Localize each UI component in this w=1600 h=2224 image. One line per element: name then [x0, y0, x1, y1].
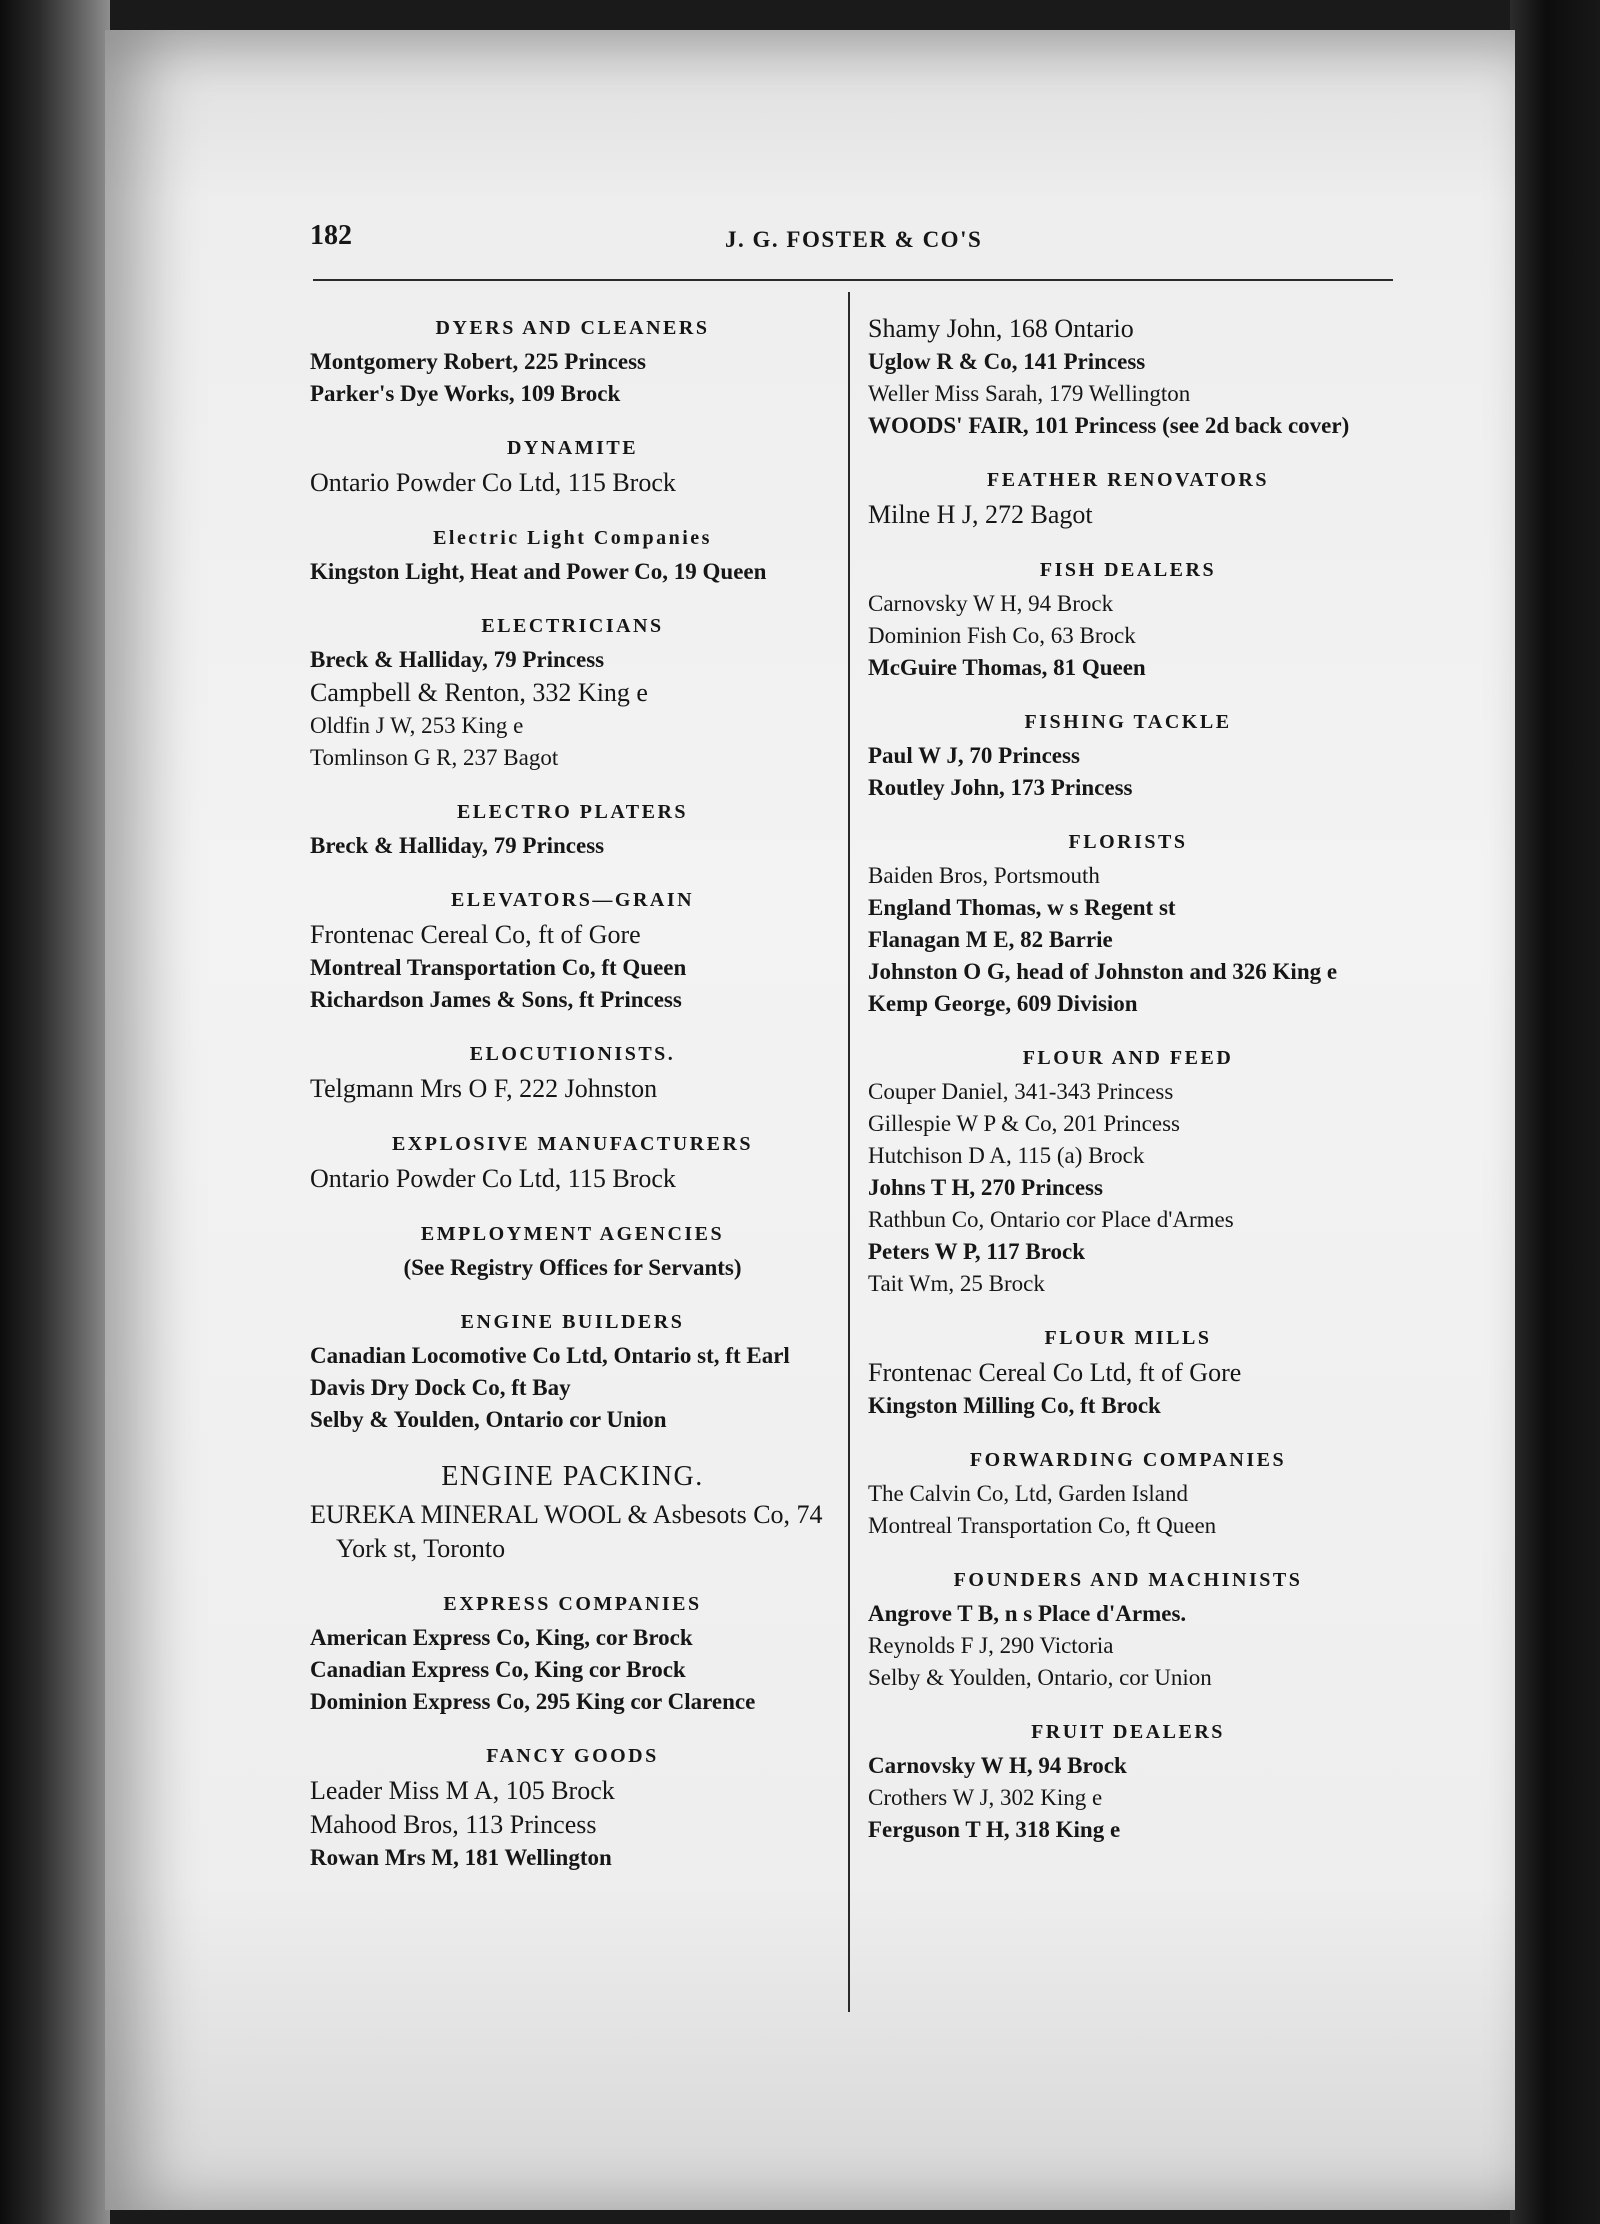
directory-entry: The Calvin Co, Ltd, Garden Island [868, 1481, 1189, 1506]
directory-section [310, 1128, 835, 1196]
directory-section [310, 884, 835, 1016]
directory-entry: Frontenac Cereal Co, ft of Gore [310, 920, 641, 949]
directory-section [310, 1458, 835, 1566]
directory-section [310, 1218, 835, 1284]
directory-entry: Rowan Mrs M, 181 Wellington [310, 1845, 612, 1870]
directory-section [310, 1588, 835, 1718]
directory-entry: Tait Wm, 25 Brock [868, 1271, 1045, 1296]
directory-entry: Angrove T B, n s Place d'Armes. [868, 1601, 1187, 1626]
directory-entry: Johnston O G, head of Johnston and 326 King e [868, 959, 1338, 984]
section-heading: ELECTRICIANS [481, 615, 664, 637]
directory-entry: Tomlinson G R, 237 Bagot [310, 745, 559, 770]
section-heading: FEATHER RENOVATORS [987, 469, 1269, 491]
section-heading: FORWARDING COMPANIES [969, 1449, 1287, 1471]
directory-entry: Selby & Youlden, Ontario, cor Union [868, 1665, 1212, 1690]
directory-entry: Routley John, 173 Princess [868, 775, 1133, 800]
section-heading: FLORISTS [1068, 831, 1188, 853]
directory-entry: Kingston Milling Co, ft Brock [868, 1393, 1161, 1418]
directory-entry: Ferguson T H, 318 King e [868, 1817, 1121, 1842]
directory-entry: Peters W P, 117 Brock [868, 1239, 1086, 1264]
book-binding-shadow [0, 0, 110, 2224]
directory-section [868, 312, 1388, 442]
directory-entry: Breck & Halliday, 79 Princess [310, 647, 605, 672]
directory-entry: Johns T H, 270 Princess [868, 1175, 1103, 1200]
directory-entry: Kemp George, 609 Division [868, 991, 1138, 1016]
directory-entry: Ontario Powder Co Ltd, 115 Brock [310, 1164, 676, 1193]
directory-entry: Carnovsky W H, 94 Brock [868, 591, 1114, 616]
directory-section [310, 312, 835, 410]
directory-entry: Mahood Bros, 113 Princess [310, 1810, 597, 1839]
directory-section [868, 1564, 1388, 1694]
column-divider [848, 292, 850, 2012]
section-heading: FANCY GOODS [486, 1745, 659, 1767]
directory-section [868, 826, 1388, 1020]
section-heading: ENGINE PACKING. [441, 1461, 704, 1492]
directory-entry: Carnovsky W H, 94 Brock [868, 1753, 1127, 1778]
page-header [105, 30, 1515, 310]
directory-entry: Davis Dry Dock Co, ft Bay [310, 1375, 571, 1400]
directory-section [868, 1322, 1388, 1422]
directory-entry: Milne H J, 272 Bagot [868, 500, 1093, 529]
directory-entry: EUREKA MINERAL WOOL & Asbesots Co, 74 York st, Toronto [310, 1500, 823, 1563]
right-column [868, 312, 1388, 1868]
directory-section [310, 796, 835, 862]
directory-page [105, 30, 1515, 2210]
directory-entry: Uglow R & Co, 141 Princess [868, 349, 1146, 374]
directory-entry: Parker's Dye Works, 109 Brock [310, 381, 621, 406]
section-heading: FLOUR AND FEED [1022, 1047, 1234, 1069]
directory-section [310, 1306, 835, 1436]
section-heading: FISHING TACKLE [1024, 711, 1232, 733]
directory-section [310, 1740, 835, 1874]
directory-entry: (See Registry Offices for Servants) [403, 1255, 742, 1280]
section-heading: ELECTRO PLATERS [456, 801, 689, 823]
directory-entry: Kingston Light, Heat and Power Co, 19 Queen [310, 559, 767, 584]
directory-entry: Ontario Powder Co Ltd, 115 Brock [310, 468, 676, 497]
directory-entry: Baiden Bros, Portsmouth [868, 863, 1100, 888]
facing-page-edge [1510, 0, 1600, 2224]
directory-entry: England Thomas, w s Regent st [868, 895, 1176, 920]
directory-section [868, 1042, 1388, 1300]
section-heading: EMPLOYMENT AGENCIES [420, 1223, 725, 1245]
directory-section [868, 1444, 1388, 1542]
directory-entry: Montreal Transportation Co, ft Queen [310, 955, 687, 980]
directory-entry: Hutchison D A, 115 (a) Brock [868, 1143, 1145, 1168]
directory-entry: Canadian Express Co, King cor Brock [310, 1657, 686, 1682]
directory-entry: Flanagan M E, 82 Barrie [868, 927, 1113, 952]
directory-entry: Richardson James & Sons, ft Princess [310, 987, 682, 1012]
directory-entry: Canadian Locomotive Co Ltd, Ontario st, ft Earl [310, 1343, 790, 1368]
directory-section [310, 610, 835, 774]
directory-section [868, 464, 1388, 532]
directory-entry: Rathbun Co, Ontario cor Place d'Armes [868, 1207, 1234, 1232]
section-heading: EXPRESS COMPANIES [443, 1593, 702, 1615]
section-heading: ELOCUTIONISTS. [469, 1043, 676, 1065]
directory-entry: Frontenac Cereal Co Ltd, ft of Gore [868, 1358, 1242, 1387]
section-heading: FOUNDERS AND MACHINISTS [953, 1569, 1303, 1591]
directory-entry: WOODS' FAIR, 101 Princess (see 2d back cover) [868, 413, 1350, 438]
directory-entry: Shamy John, 168 Ontario [868, 314, 1134, 343]
directory-entry: Paul W J, 70 Princess [868, 743, 1080, 768]
directory-entry: Gillespie W P & Co, 201 Princess [868, 1111, 1180, 1136]
directory-entry: Selby & Youlden, Ontario cor Union [310, 1407, 667, 1432]
directory-entry: Reynolds F J, 290 Victoria [868, 1633, 1114, 1658]
section-heading: EXPLOSIVE MANUFACTURERS [391, 1133, 754, 1155]
directory-section [310, 522, 835, 588]
section-heading: FISH DEALERS [1039, 559, 1217, 581]
directory-section [310, 432, 835, 500]
section-heading: Electric Light Companies [433, 527, 712, 549]
directory-entry: Telgmann Mrs O F, 222 Johnston [310, 1074, 658, 1103]
section-heading: ENGINE BUILDERS [460, 1311, 685, 1333]
directory-section [868, 1716, 1388, 1846]
directory-entry: Dominion Fish Co, 63 Brock [868, 623, 1136, 648]
directory-entry: Leader Miss M A, 105 Brock [310, 1776, 615, 1805]
running-head: J. G. FOSTER & CO'S [725, 227, 983, 252]
left-column [310, 312, 835, 1896]
section-heading: FRUIT DEALERS [1031, 1721, 1225, 1743]
section-heading: FLOUR MILLS [1044, 1327, 1212, 1349]
section-heading: DYERS AND CLEANERS [435, 317, 710, 339]
directory-section [868, 554, 1388, 684]
header-rule [313, 279, 1393, 281]
directory-entry: McGuire Thomas, 81 Queen [868, 655, 1146, 680]
directory-entry: Oldfin J W, 253 King e [310, 713, 524, 738]
section-heading: DYNAMITE [506, 437, 639, 459]
directory-entry: American Express Co, King, cor Brock [310, 1625, 693, 1650]
directory-section [310, 1038, 835, 1106]
directory-entry: Breck & Halliday, 79 Princess [310, 833, 605, 858]
directory-entry: Couper Daniel, 341-343 Princess [868, 1079, 1174, 1104]
directory-entry: Weller Miss Sarah, 179 Wellington [868, 381, 1191, 406]
directory-entry: Montgomery Robert, 225 Princess [310, 349, 646, 374]
section-heading: ELEVATORS—GRAIN [450, 889, 695, 911]
directory-entry: Montreal Transportation Co, ft Queen [868, 1513, 1217, 1538]
directory-entry: Crothers W J, 302 King e [868, 1785, 1103, 1810]
directory-section [868, 706, 1388, 804]
directory-entry: Campbell & Renton, 332 King e [310, 678, 648, 707]
page-number: 182 [310, 220, 352, 251]
directory-entry: Dominion Express Co, 295 King cor Clarence [310, 1689, 756, 1714]
